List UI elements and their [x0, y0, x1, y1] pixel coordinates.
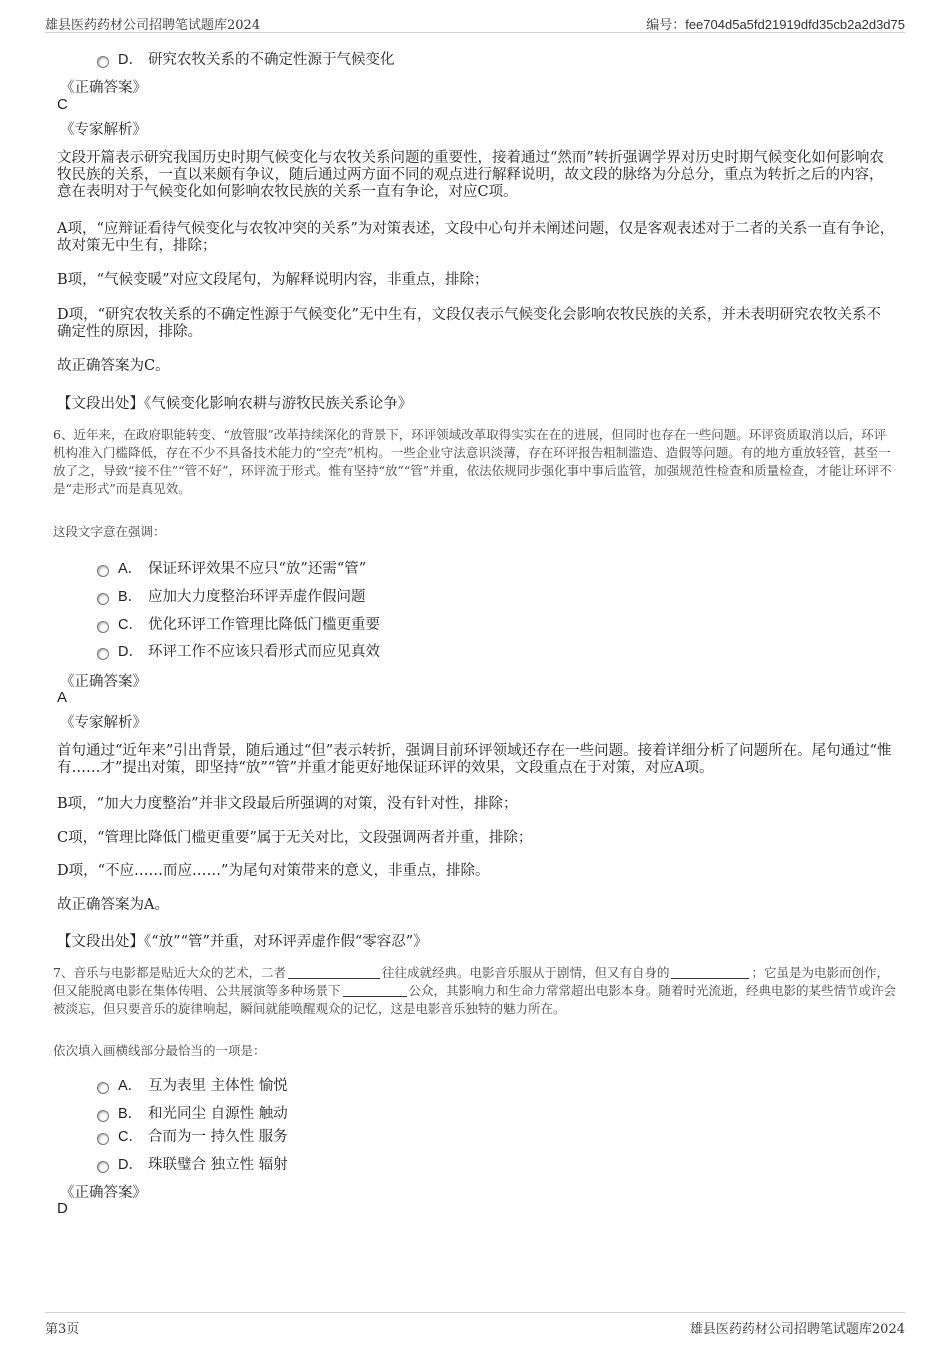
- q7-option-a[interactable]: [97, 1074, 288, 1094]
- option-letter: C．: [118, 617, 143, 633]
- page-header: [45, 10, 905, 33]
- option-text: 应加大力度整治环评弄虚作假问题: [148, 589, 366, 605]
- q7-option-b[interactable]: [97, 1102, 288, 1122]
- q6-analysis-p4: D项，“不应……而应……”为尾句对策带来的意义，非重点，排除。: [57, 863, 490, 879]
- option-letter: A．: [118, 561, 143, 577]
- radio-icon[interactable]: [97, 56, 109, 68]
- q6-option-a[interactable]: [97, 557, 366, 577]
- q6-analysis-p2: B项，“加大力度整治”并非文段最后所强调的对策，没有针对性，排除；: [57, 796, 518, 812]
- q5-analysis-p2: A项，“应辩证看待气候变化与农牧冲突的关系”为对策表述，文段中心句并未阐述问题，仅是客观表述对于二者的关系一直有争论，故对策无中生有，排除；: [57, 221, 895, 254]
- q5-analysis-label: 《专家解析》: [60, 122, 147, 138]
- q7-text-part4: 公众，其影响力和生命力常常超出电影本身。随着时光流逝，经典电影的某些情节或许会被淡忘，但只要音乐的旋律响起，瞬间就能唤醒观众的记忆，这是电影音乐独特的魅力所在。: [53, 983, 897, 1016]
- q7-text-part3: ；它虽是为电影而创作，但又能脱离电影在集体传唱、公共展演等多种场景下: [53, 965, 889, 998]
- footer-page-number: 第3页: [45, 1322, 80, 1337]
- q7-blank-3[interactable]: [343, 984, 407, 997]
- q7-option-c[interactable]: [97, 1125, 288, 1145]
- radio-icon[interactable]: [97, 1133, 109, 1145]
- option-letter: D．: [118, 52, 143, 68]
- q5-analysis-p5: 故正确答案为C。: [57, 358, 170, 374]
- q5-analysis-p1: 文段开篇表示研究我国历史时期气候变化与农牧关系问题的重要性，接着通过“然而”转折强调学界对历史时期气候变化如何影响农牧民族的关系，一直以来颇有争议，随后通过两方面不同的观点进行解释说明，故文段的脉络为分总分，重点为转折之后的内容，意在表明对于气候变化如何影响农牧民族的关系一直有争论，对应C项。: [57, 150, 884, 200]
- header-title: 雄县医药药材公司招聘笔试题库2024: [45, 18, 261, 33]
- option-letter: C．: [118, 1129, 143, 1145]
- q6-source: 【文段出处】《“放”“管”并重，对环评弄虚作假“零容忍”》: [57, 934, 428, 950]
- q6-option-d[interactable]: [97, 640, 380, 660]
- radio-icon[interactable]: [97, 565, 109, 577]
- q6-analysis-p5: 故正确答案为A。: [57, 897, 169, 913]
- q6-analysis-p3: C项，“管理比降低门槛更重要”属于无关对比，文段强调两者并重，排除；: [57, 830, 533, 846]
- q6-option-c[interactable]: [97, 613, 380, 633]
- page-footer: [45, 1312, 905, 1339]
- q6-question: 6、近年来，在政府职能转变、“放管服”改革持续深化的背景下，环评领域改革取得实实在在的进展，但同时也存在一些问题。环评资质取消以后，环评机构准入门槛降低，存在不少不具备技术能力的“空壳”机构。一些企业守法意识淡薄，存在环评报告粗制滥造、造假等问题。有的地方重放轻管，甚至一放了之，导致“接不住”“管不好”，环评流于形式。惟有坚持“放”“管”并重，依法依规同步强化事中事后监管，加强规范性检查和质量检查，才能让环评不是“走形式”而是真见效。: [53, 427, 892, 496]
- q7-text-part2: 往往成就经典。电影音乐服从于剧情，但又有自身的: [381, 965, 670, 980]
- option-letter: D．: [118, 1157, 143, 1173]
- q5-option-d[interactable]: [97, 48, 395, 68]
- q6-option-b[interactable]: [97, 585, 366, 605]
- q7-option-d[interactable]: [97, 1153, 288, 1173]
- option-letter: B．: [118, 1106, 143, 1122]
- option-text: 珠联璧合 独立性 辐射: [148, 1157, 288, 1173]
- option-text: 保证环评效果不应只“放”还需“管”: [148, 561, 367, 577]
- q7-answer-label: 《正确答案》: [60, 1185, 147, 1201]
- q6-analysis-p1: 首句通过“近年来”引出背景，随后通过“但”表示转折，强调目前环评领域还存在一些问题。接着详细分析了问题所在。尾句通过“惟有……才”提出对策，即坚持“放”“管”并重才能更好地保证环评的效果，文段重点在于对策，对应A项。: [57, 743, 892, 776]
- footer-title: 雄县医药药材公司招聘笔试题库2024: [689, 1322, 905, 1337]
- q5-answer-label: 《正确答案》: [60, 80, 147, 96]
- option-text: 研究农牧关系的不确定性源于气候变化: [148, 52, 395, 68]
- radio-icon[interactable]: [97, 593, 109, 605]
- option-letter: B．: [118, 589, 143, 605]
- q7-prompt: 依次填入画横线部分最恰当的一项是：: [53, 1043, 266, 1058]
- option-text: 优化环评工作管理比降低门槛更重要: [148, 617, 380, 633]
- q7-answer: D: [57, 1200, 68, 1217]
- option-letter: A．: [118, 1078, 143, 1094]
- radio-icon[interactable]: [97, 621, 109, 633]
- q7-blank-2[interactable]: [671, 966, 749, 979]
- option-text: 互为表里 主体性 愉悦: [148, 1078, 288, 1094]
- q6-analysis-label: 《专家解析》: [60, 715, 147, 731]
- radio-icon[interactable]: [97, 648, 109, 660]
- option-text: 合而为一 持久性 服务: [148, 1129, 288, 1145]
- option-text: 和光同尘 自源性 触动: [148, 1106, 288, 1122]
- q7-blank-1[interactable]: [288, 966, 380, 979]
- q6-prompt: 这段文字意在强调：: [53, 524, 166, 539]
- q6-answer-label: 《正确答案》: [60, 674, 147, 690]
- q5-analysis-p3: B项，“气候变暖”对应文段尾句，为解释说明内容，非重点，排除；: [57, 272, 489, 288]
- radio-icon[interactable]: [97, 1161, 109, 1173]
- q7-text-part1: 7、音乐与电影都是贴近大众的艺术，二者: [53, 965, 286, 980]
- q6-answer: A: [57, 689, 68, 706]
- q5-source: 【文段出处】《气候变化影响农耕与游牧民族关系论争》: [57, 396, 413, 412]
- header-serial: 编号：fee704d5a5fd21919dfd35cb2a2d3d75: [646, 17, 905, 32]
- q5-answer: C: [57, 96, 68, 113]
- option-letter: D．: [118, 644, 143, 660]
- option-text: 环评工作不应该只看形式而应见真效: [148, 644, 380, 660]
- q5-analysis-p4: D项，“研究农牧关系的不确定性源于气候变化”无中生有，文段仅表示气候变化会影响农牧民族的关系，并未表明研究农牧关系不确定性的原因，排除。: [57, 307, 881, 340]
- radio-icon[interactable]: [97, 1082, 109, 1094]
- q7-question: [53, 964, 898, 1018]
- radio-icon[interactable]: [97, 1110, 109, 1122]
